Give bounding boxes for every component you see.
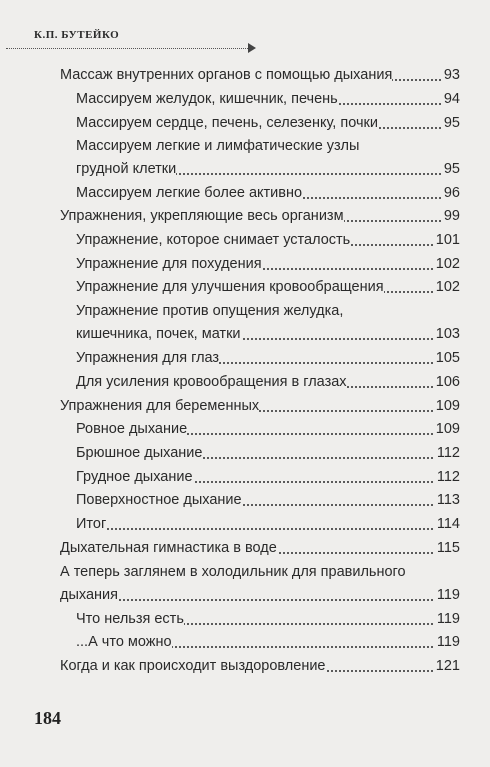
toc-entry [0, 347, 490, 370]
toc-entry [0, 205, 490, 228]
toc-entry [0, 112, 490, 135]
toc-entry-page: 94 [442, 88, 460, 111]
toc-entry-page: 106 [434, 371, 460, 394]
toc-entry [0, 158, 490, 181]
dot-leader [76, 528, 460, 530]
toc-entry [0, 64, 490, 87]
toc-entry-page: 105 [434, 347, 460, 370]
toc-entry [0, 608, 490, 631]
header-author: К.П. БУТЕЙКО [34, 29, 120, 41]
toc-entry-title: Упражнения для беременных [60, 395, 259, 418]
toc-entry-title: Когда и как происходит выздоровление [60, 655, 326, 678]
toc-entry-title-continuation: грудной клетки [76, 158, 176, 181]
toc-entry-title: Массаж внутренних органов с помощью дыхания [60, 64, 392, 87]
toc-entry [0, 323, 490, 346]
toc-entry-page: 103 [434, 323, 460, 346]
toc-entry-title: Упражнение против опущения желудка, [76, 303, 344, 319]
running-header [0, 0, 490, 60]
toc-entry-page: 119 [435, 631, 460, 654]
toc-entry-page: 119 [435, 608, 460, 631]
toc-entry-title: Итог [76, 513, 106, 536]
toc-entry [0, 631, 490, 654]
toc-entry-title: Брюшное дыхание [76, 442, 202, 465]
toc-entry-title: Упражнения для глаз [76, 347, 219, 370]
toc-entry [0, 418, 490, 441]
toc-entry [0, 182, 490, 205]
toc-entry-title: Упражнение для улучшения кровообращения [76, 276, 384, 299]
toc-entry-title: Ровное дыхание [76, 418, 187, 441]
toc-entry-title: Массируем желудок, кишечник, печень [76, 88, 338, 111]
toc-entry-title: Дыхательная гимнастика в воде [60, 537, 277, 560]
dot-leader [60, 599, 460, 601]
toc-entry [0, 442, 490, 465]
toc-entry-page: 95 [442, 112, 460, 135]
toc-entry-page: 121 [434, 655, 460, 678]
toc-entry-page: 115 [435, 537, 460, 560]
header-dotted-rule [6, 48, 250, 49]
toc-entry [0, 371, 490, 394]
toc-entry [0, 88, 490, 111]
toc-entry-title: Для усиления кровообращения в глазах [76, 371, 347, 394]
toc-entry-page: 99 [442, 205, 460, 228]
toc-entry-page: 96 [442, 182, 460, 205]
toc-entry-page: 112 [435, 442, 460, 465]
toc-entry-page: 114 [435, 513, 460, 536]
toc-entry [0, 513, 490, 536]
page-number: 184 [34, 708, 61, 728]
toc-entry-page: 109 [434, 395, 460, 418]
toc-entry-title: ...А что можно [76, 631, 172, 654]
toc-entry-title: Упражнение для похудения [76, 253, 262, 276]
toc-entry [0, 489, 490, 512]
toc-entry-title: Грудное дыхание [76, 466, 193, 489]
toc-entry [0, 655, 490, 678]
toc-entry-title: Поверхностное дыхание [76, 489, 242, 512]
toc-entry [0, 253, 490, 276]
toc-entry-page: 119 [435, 584, 460, 607]
arrow-right-icon [248, 43, 256, 53]
toc-entry [0, 395, 490, 418]
toc-entry-title-continuation: кишечника, почек, матки [76, 323, 241, 346]
toc-entry [0, 537, 490, 560]
toc-entry [0, 276, 490, 299]
toc-entry-page: 95 [442, 158, 460, 181]
toc-entry-page: 101 [434, 229, 460, 252]
toc-entry-page: 112 [435, 466, 460, 489]
toc-entry-title: Что нельзя есть [76, 608, 184, 631]
toc-entry-page: 109 [434, 418, 460, 441]
toc-entry-title: Массируем сердце, печень, селезенку, почки [76, 112, 378, 135]
toc-entry-title: Упражнения, укрепляющие весь организм [60, 205, 344, 228]
toc-entry-page: 102 [434, 253, 460, 276]
toc-entry-title: А теперь заглянем в холодильник для правильного [60, 564, 406, 580]
toc-entry-title-continuation: дыхания [60, 584, 118, 607]
toc-entry-page: 113 [435, 489, 460, 512]
toc-entry [0, 584, 490, 607]
toc-entry-page: 93 [442, 64, 460, 87]
toc-entry [0, 229, 490, 252]
toc-entry-title: Массируем легкие более активно [76, 182, 302, 205]
toc-entry-page: 102 [434, 276, 460, 299]
toc-entry-title: Упражнение, которое снимает усталость [76, 229, 350, 252]
toc-entry-title: Массируем легкие и лимфатические узлы [76, 138, 360, 154]
toc-entry [0, 466, 490, 489]
